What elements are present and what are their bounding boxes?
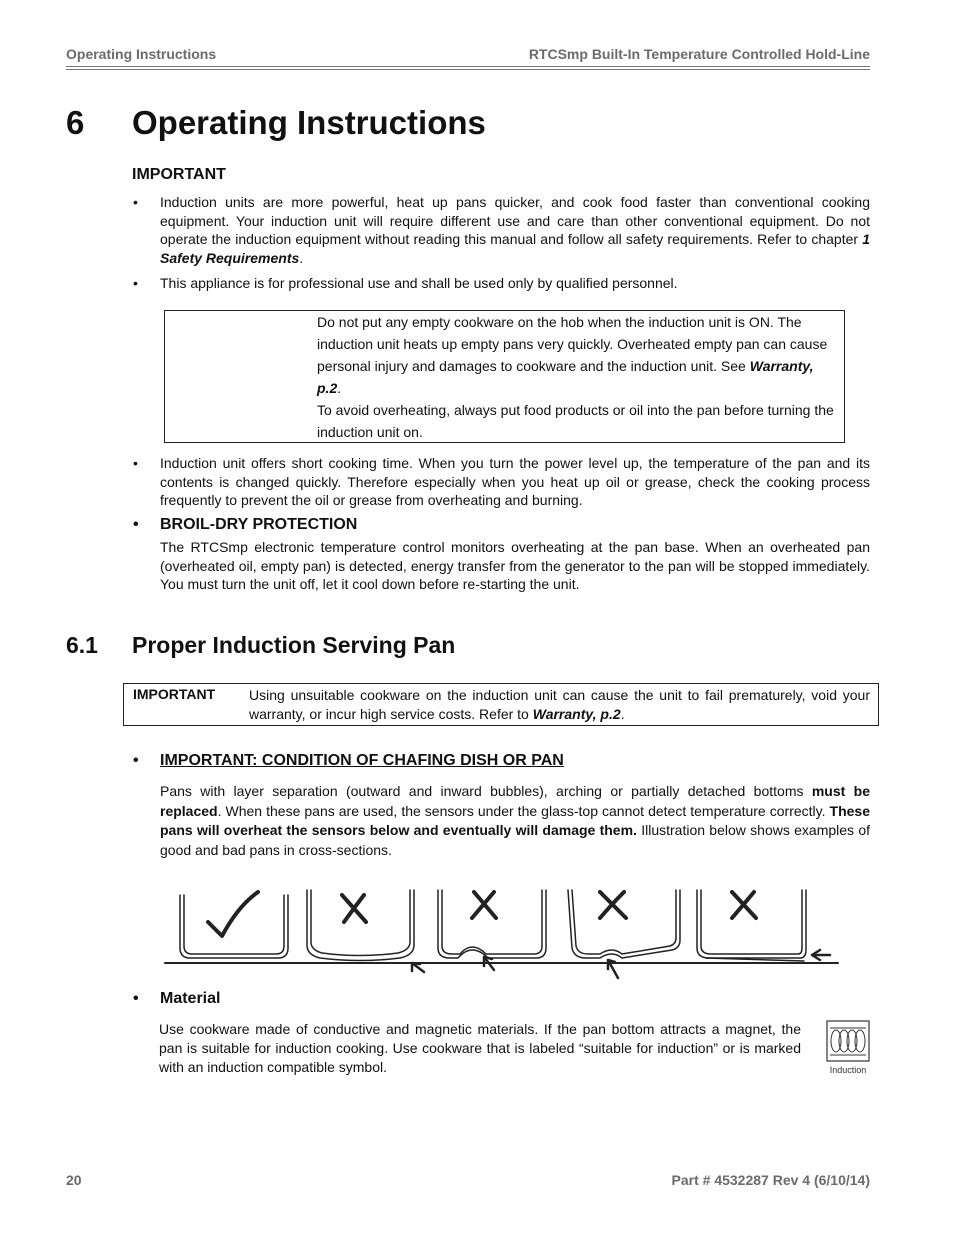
warranty-ref: Warranty, p.2 [317,358,814,396]
warning-end: . [337,380,342,396]
pan-cross-sections [160,870,850,985]
subsection-number: 6.1 [66,632,98,658]
condition-heading: IMPORTANT: CONDITION OF CHAFING DISH OR PAN [160,752,564,769]
condition-bold: These pans will overheat the sensors below and eventually will damage them. [160,802,870,839]
cross-icon [600,892,626,918]
material-heading: Material [160,990,221,1007]
good-pan [180,892,288,958]
bad-pan-bubble [438,890,546,970]
warning-line: To avoid overheating, always put food products or oil into the pan before turning the induction unit on. [317,402,834,440]
arrow-icon [412,963,424,972]
page-number: 20 [66,1172,82,1188]
checkmark-icon [208,892,258,936]
bullet-paragraph: This appliance is for professional use and shall be used only by qualified personnel. [160,275,678,291]
arrow-icon [812,950,830,960]
cross-icon [472,892,496,918]
important-heading: IMPORTANT [132,166,226,183]
bullet-end: . [299,249,304,266]
warranty-ref: Warranty, p.2 [532,706,621,722]
warning-text [317,311,837,443]
bullet-icon: • [133,516,139,533]
subsection-title: Proper Induction Serving Pan [132,632,456,658]
induction-label: Induction [829,1065,867,1075]
warning-line: Do not put any empty cookware on the hob when the induction unit is ON. The induction unit heats up empty pans very quickly. Overheated empty pan can cause personal injury and damages to cookware and the induction unit. See [317,314,828,374]
bullet-icon: • [133,990,139,1007]
header-rule [66,69,870,70]
condition-bold: must be replaced [160,783,870,819]
chapter-ref: 1 Safety Requirements [160,231,870,266]
cross-icon [732,892,756,918]
broil-heading: BROIL-DRY PROTECTION [160,516,358,533]
condition-text: . When these pans are used, the sensors under the glass-top cannot detect temperature correctly. [217,802,830,819]
bad-pan-detached [568,890,680,978]
bullet-text: Induction units are more powerful, heat up pans quicker, and cook food faster than conventional cooking equipment. Your induction unit will require different use and care than other conventional equipment. Do not operate the induction equipment without reading this manual and follow all safety requirements. Refer to chapter [160,194,870,248]
important-line: Using unsuitable cookware on the induction unit can cause the unit to fail prematurely, void your warranty, or incur high service costs. Refer to [249,687,870,722]
condition-text: Illustration below shows examples of good and bad pans in cross-sections. [160,822,870,858]
bullet-paragraph: Induction unit offers short cooking time. When you turn the power level up, the temperature of the pan and its contents is changed quickly. Therefore especially when you heat up oil or grease, check the cooking process frequently to prevent the oil or grease from overheating and burning. [160,455,870,509]
induction-symbol-icon [826,1020,870,1062]
material-paragraph: Use cookware made of conductive and magnetic materials. If the pan bottom attracts a magnet, the pan is suitable for induction cooking. Use cookware that is labeled “suitable for induction” or is marked with an induction compatible symbol. [159,1021,801,1075]
header-rule [66,66,870,67]
part-number: Part # 4532287 Rev 4 (6/10/14) [671,1172,870,1188]
bad-pan-separated [697,890,830,961]
important-text [249,686,870,724]
section-number: 6 [66,104,85,141]
important-end: . [620,706,625,722]
broil-paragraph: The RTCSmp electronic temperature control monitors overheating at the pan base. When an overheated pan (overheated oil, empty pan) is detected, energy transfer from the generator to the pan will be stopped immediately. You must turn the unit off, let it cool down before re-starting the unit. [160,539,870,593]
section-title: Operating Instructions [132,104,486,141]
bullet-icon: • [133,275,138,291]
condition-text: Pans with layer separation (outward and inward bubbles), arching or partially detached bottoms [160,783,812,799]
bad-pan-arched [307,890,424,972]
header-left: Operating Instructions [66,46,217,62]
bullet-icon: • [133,455,138,471]
bullet-icon: • [133,194,138,210]
important-label: IMPORTANT [133,686,216,702]
cross-icon [342,895,366,922]
subsection-heading [66,632,455,659]
bullet-paragraph [160,193,870,267]
section-heading [66,104,486,142]
header-right: RTCSmp Built-In Temperature Controlled Hold-Line [528,46,870,62]
condition-paragraph [160,782,870,860]
bullet-icon: • [133,752,139,769]
